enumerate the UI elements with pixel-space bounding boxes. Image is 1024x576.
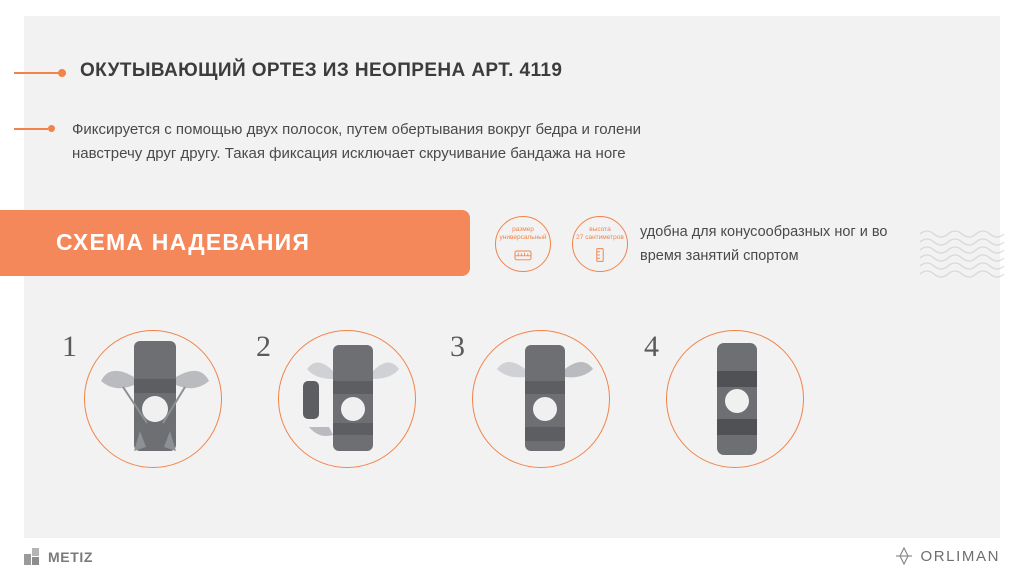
badge-size (495, 216, 551, 272)
step-1-illustration (84, 330, 222, 468)
step-1-number: 1 (62, 330, 77, 363)
step-2 (256, 330, 416, 490)
knee-brace-step2-icon (279, 331, 416, 468)
step-4-illustration (666, 330, 804, 468)
subtitle-text: Фиксируется с помощью двух полосок, путем обертывания вокруг бедра и голени навстречу друг другу. Такая фиксация исключает скручивание бандажа на ноге (72, 121, 641, 162)
feature-text: удобна для конусообразных ног и во время занятий спортом (640, 224, 888, 264)
badge-size-line2: универсальный (499, 234, 547, 241)
scheme-banner-label: СХЕМА НАДЕВАНИЯ (56, 229, 311, 255)
orliman-logo-text: ORLIMAN (920, 547, 1000, 565)
title-bullet-dot-icon (58, 69, 66, 77)
step-2-illustration (278, 330, 416, 468)
badge-height-line2: 27 сантиметров (576, 234, 624, 241)
step-4 (644, 330, 804, 490)
footer-strip (0, 538, 1024, 576)
orliman-mark-icon (895, 547, 913, 565)
step-3-illustration (472, 330, 610, 468)
step-4-number: 4 (644, 330, 659, 363)
measuring-tape-icon (513, 247, 533, 263)
knee-brace-step3-icon (473, 331, 610, 468)
metiz-logo-text: METIZ (48, 548, 93, 565)
ruler-icon (590, 247, 610, 263)
metiz-logo (24, 548, 93, 565)
step-1 (62, 330, 222, 490)
subtitle-accent-line (14, 128, 48, 130)
wave-decoration-icon (918, 228, 1010, 284)
metiz-mark-icon (24, 548, 41, 565)
orliman-logo (895, 547, 1000, 565)
subtitle-bullet-dot-icon (48, 125, 55, 132)
title-row (0, 60, 1024, 86)
page-title: ОКУТЫВАЮЩИЙ ОРТЕЗ ИЗ НЕОПРЕНА АРТ. 4119 (80, 60, 563, 81)
step-2-number: 2 (256, 330, 271, 363)
badge-height (572, 216, 628, 272)
step-3 (450, 330, 610, 490)
knee-brace-step1-icon (85, 331, 222, 468)
title-accent-line (14, 72, 60, 74)
scheme-banner (0, 210, 470, 276)
badge-height-line1: высота (589, 226, 611, 233)
step-3-number: 3 (450, 330, 465, 363)
knee-brace-step4-icon (667, 331, 804, 468)
badge-size-line1: размер (512, 226, 534, 233)
